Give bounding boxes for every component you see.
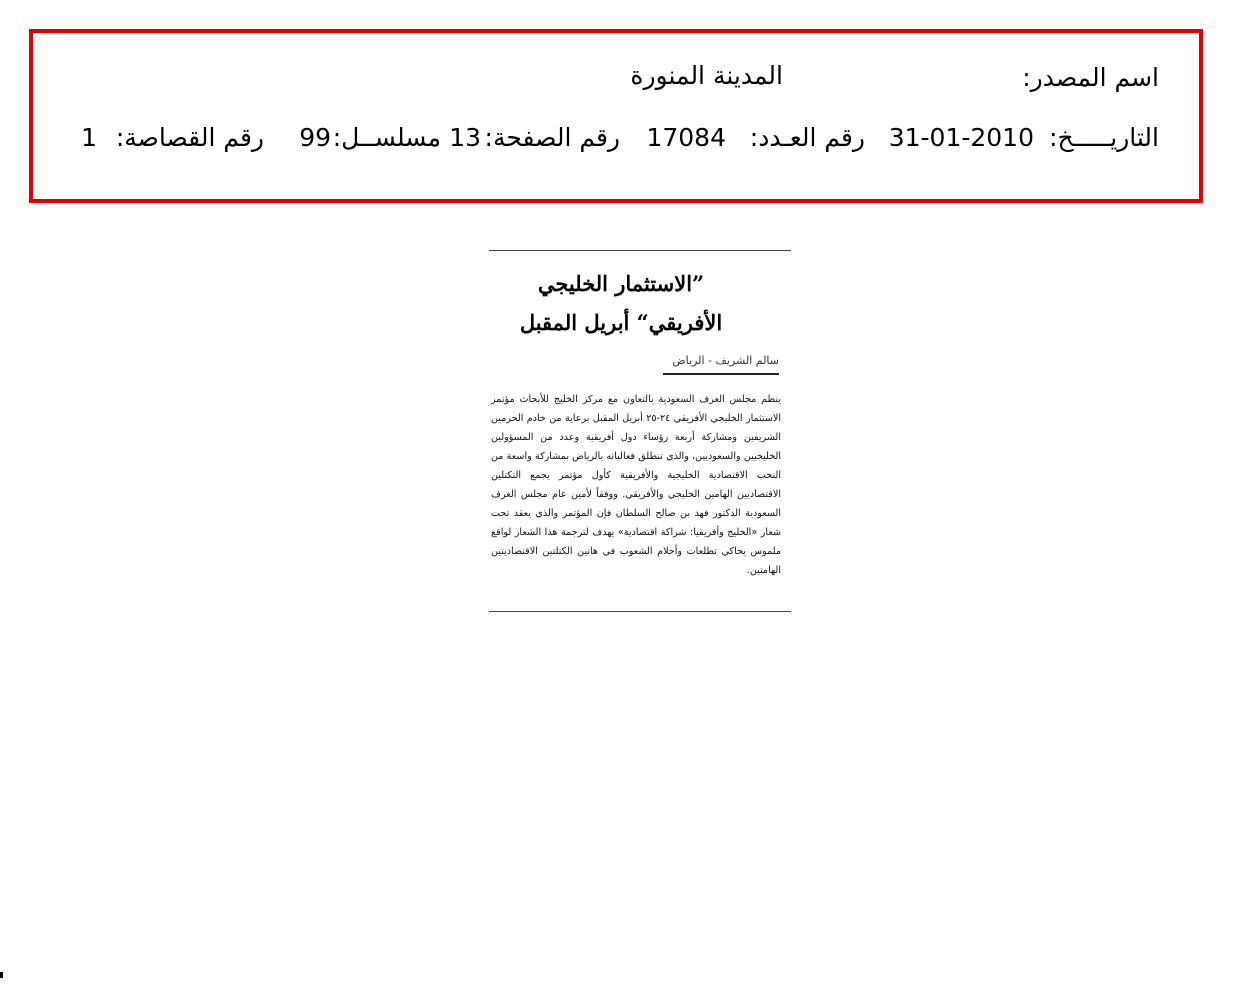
page-value: 13 (449, 123, 481, 152)
source-value: المدينة المنورة (630, 61, 783, 90)
source-label: اسم المصدر: (1022, 63, 1159, 92)
clipping-top-rule (489, 250, 791, 251)
clip-number-value: 1 (81, 123, 97, 152)
article-body: ينظم مجلس الغرف السعودية بالتعاون مع مركز الخليج للأبحاث مؤتمر الاستثمار الخليجي الأفريقي ٢٤-٢٥ أبريل المقبل برعاية من خادم الحرمين الشريفين ومشاركة أربعة رؤساء دول أفريقية وعدد من المسؤولين الخليجيين والسعوديين، والذي تنطلق فعالياته بالرياض بمشاركة واسعة من النخب الاقتصادية الخليجية والأفريقية كأول مؤتمر يجمع التكتلين الاقتصاديين الهامين الخليجي والأفريقي. ووفقاً لأمين عام مجلس الغرف السعودية الدكتور فهد بن صالح السلطان فإن المؤتمر والذي يعقد تحت شعار «الخليج وأفريقيا: شراكة اقتصادية» يهدف لترجمة هذا الشعار لواقع ملموس يحاكي تطلعات وأحلام الشعوب في هاتين الكتلتين الاقتصاديتين الهامتين. (491, 394, 782, 576)
headline-line-2: الأفريقي“ أبريل المقبل (519, 310, 723, 335)
serial-label: مسلســل: (332, 123, 441, 152)
clipping-metadata-box (29, 29, 1203, 203)
article-headline (501, 264, 741, 342)
article-byline: سالم الشريف - الرياض (663, 354, 779, 375)
clip-number-label: رقم القصاصة: (115, 123, 264, 152)
page-label: رقم الصفحة: (484, 123, 620, 152)
scan-edge-mark (0, 972, 3, 978)
issue-value: 17084 (646, 123, 726, 152)
clipping-bottom-rule (489, 611, 791, 612)
date-label: التاريـــــخ: (1049, 123, 1159, 152)
newspaper-clipping (489, 250, 791, 612)
headline-line-1: ”الاستثمار الخليجي (537, 271, 705, 296)
issue-label: رقم العـدد: (749, 123, 865, 152)
date-value: 31-01-2010 (888, 123, 1034, 152)
serial-value: 99 (299, 123, 331, 152)
